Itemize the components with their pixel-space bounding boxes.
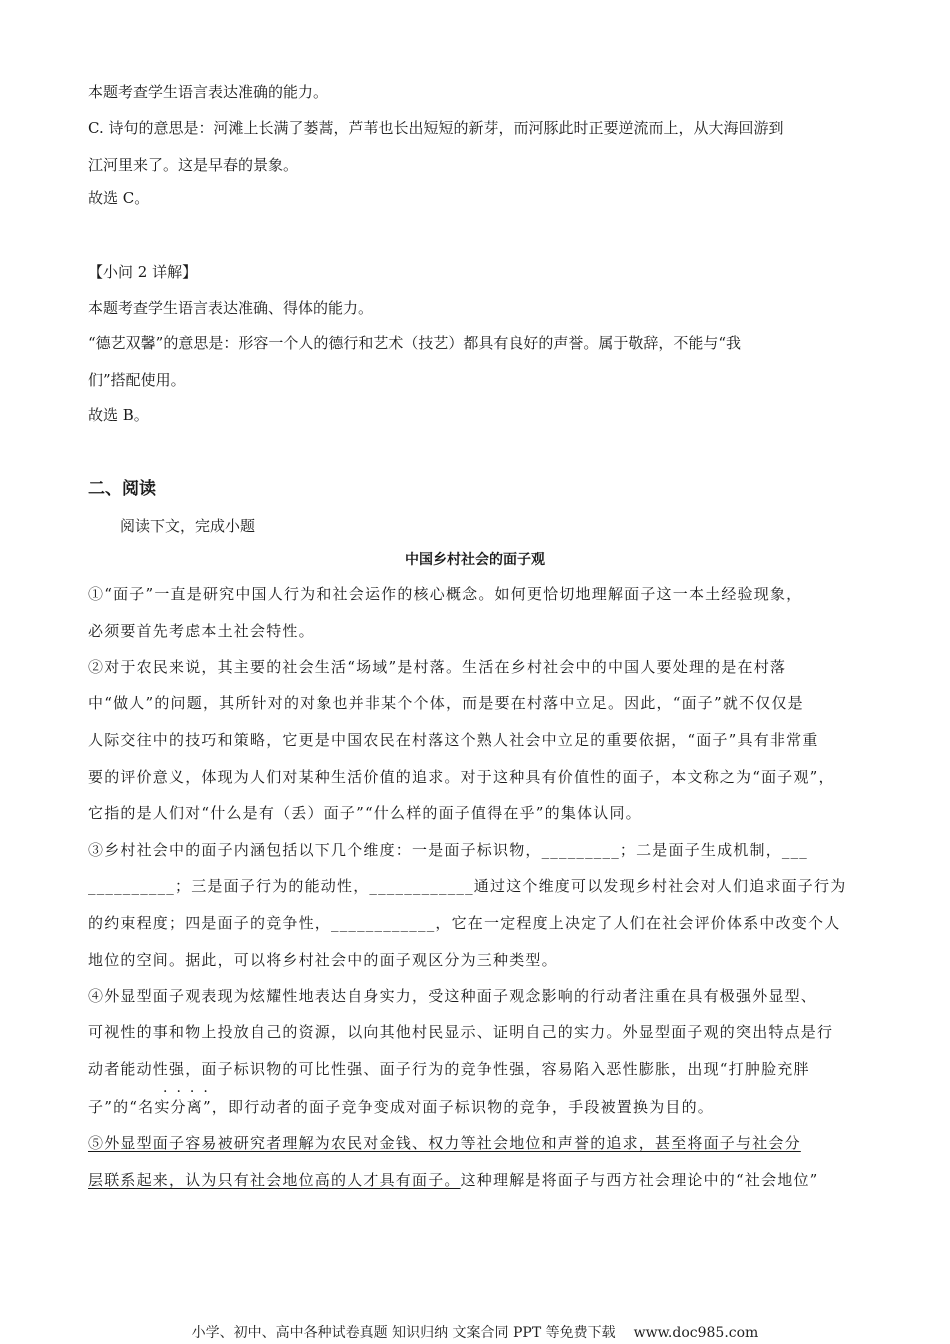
emphasis-dots: ···· bbox=[163, 1084, 217, 1100]
paragraph-5-continuation: 这种理解是将面子与西方社会理论中的“社会地位” bbox=[460, 1171, 819, 1189]
paragraph-3-line-1: ③乡村社会中的面子内涵包括以下几个维度：一是面子标识物，_________；二是面子生成机制，___ bbox=[88, 841, 809, 859]
q2-intro: 本题考查学生语言表达准确、得体的能力。 bbox=[88, 299, 374, 317]
footer-text: 小学、初中、高中各种试卷真题 知识归纳 文案合同 PPT 等免费下载 bbox=[191, 1325, 616, 1341]
q2-choice: 故选 B。 bbox=[88, 406, 149, 424]
underlined-sentence: 层联系起来，认为只有社会地位高的人才具有面子。 bbox=[88, 1171, 461, 1189]
paragraph-2-line-3: 人际交往中的技巧和策略，它更是中国农民在村落这个熟人社会中立足的重要依据，“面子”具有非常重 bbox=[88, 731, 819, 749]
paragraph-4-line-4: 子”的“名实分离”，即行动者的面子竞争变成对面子标识物的竞争，手段被置换为目的。 bbox=[88, 1098, 715, 1116]
q1-explanation-line2: 江河里来了。这是早春的景象。 bbox=[88, 156, 299, 174]
footer-url[interactable]: www.doc985.com bbox=[633, 1325, 759, 1341]
reading-instruction: 阅读下文，完成小题 bbox=[120, 517, 256, 535]
paragraph-2-line-5: 它指的是人们对“什么是有（丢）面子”“什么样的面子值得在乎”的集体认同。 bbox=[88, 804, 642, 822]
paragraph-3-line-2: __________；三是面子行为的能动性，____________通过这个维度可以发现乡村社会对人们追求面子行为 bbox=[88, 877, 847, 895]
paragraph-4-line-2: 可视性的事和物上投放自己的资源，以向其他村民显示、证明自己的实力。外显型面子观的突出特点是行 bbox=[88, 1023, 834, 1041]
paragraph-5-line-1: ⑤外显型面子容易被研究者理解为农民对金钱、权力等社会地位和声誉的追求，甚至将面子与社会分 bbox=[88, 1134, 801, 1152]
paragraph-2-line-1: ②对于农民来说，其主要的社会生活“场域”是村落。生活在乡村社会中的中国人要处理的是在村落 bbox=[88, 658, 787, 676]
paragraph-5-line-2 bbox=[88, 1170, 819, 1190]
q1-explanation-line1: C. 诗句的意思是：河滩上长满了蒌蒿，芦苇也长出短短的新芽，而河豚此时正要逆流而上，从大海回游到 bbox=[88, 119, 784, 137]
paragraph-1-line-2: 必须要首先考虑本土社会特性。 bbox=[88, 622, 315, 640]
q2-explanation-line1: “德艺双馨”的意思是：形容一个人的德行和艺术（技艺）都具有良好的声誉。属于敬辞，不能与“我 bbox=[88, 334, 742, 352]
paragraph-4-line-3: 动者能动性强，面子标识物的可比性强、面子行为的竞争性强，容易陷入恶性膨胀，出现“打肿脸充胖 bbox=[88, 1060, 810, 1078]
paragraph-3-line-4: 地位的空间。据此，可以将乡村社会中的面子观区分为三种类型。 bbox=[88, 951, 558, 969]
paragraph-3-line-3: 的约束程度；四是面子的竞争性，____________，它在一定程度上决定了人们在社会评价体系中改变个人 bbox=[88, 914, 841, 932]
paragraph-4-line-1: ④外显型面子观表现为炫耀性地表达自身实力，受这种面子观念影响的行动者注重在具有极强外显型、 bbox=[88, 987, 818, 1005]
q1-choice: 故选 C。 bbox=[88, 189, 150, 207]
page-footer bbox=[0, 1322, 950, 1342]
paragraph-2-line-4: 要的评价意义，体现为人们对某种生活价值的追求。对于这种具有价值性的面子，本文称之为“面子观”， bbox=[88, 768, 835, 786]
section-heading: 二、阅读 bbox=[88, 479, 156, 499]
paragraph-2-line-2: 中“做人”的问题，其所针对的对象也并非某个个体，而是要在村落中立足。因此，“面子”就不仅仅是 bbox=[88, 694, 804, 712]
q2-header: 【小问 2 详解】 bbox=[88, 263, 198, 281]
q1-intro: 本题考查学生语言表达准确的能力。 bbox=[88, 83, 329, 101]
paragraph-1-line-1: ①“面子”一直是研究中国人行为和社会运作的核心概念。如何更恰切地理解面子这一本土经验现象， bbox=[88, 585, 803, 603]
q2-explanation-line2: 们”搭配使用。 bbox=[88, 371, 186, 389]
article-title: 中国乡村社会的面子观 bbox=[405, 552, 545, 568]
